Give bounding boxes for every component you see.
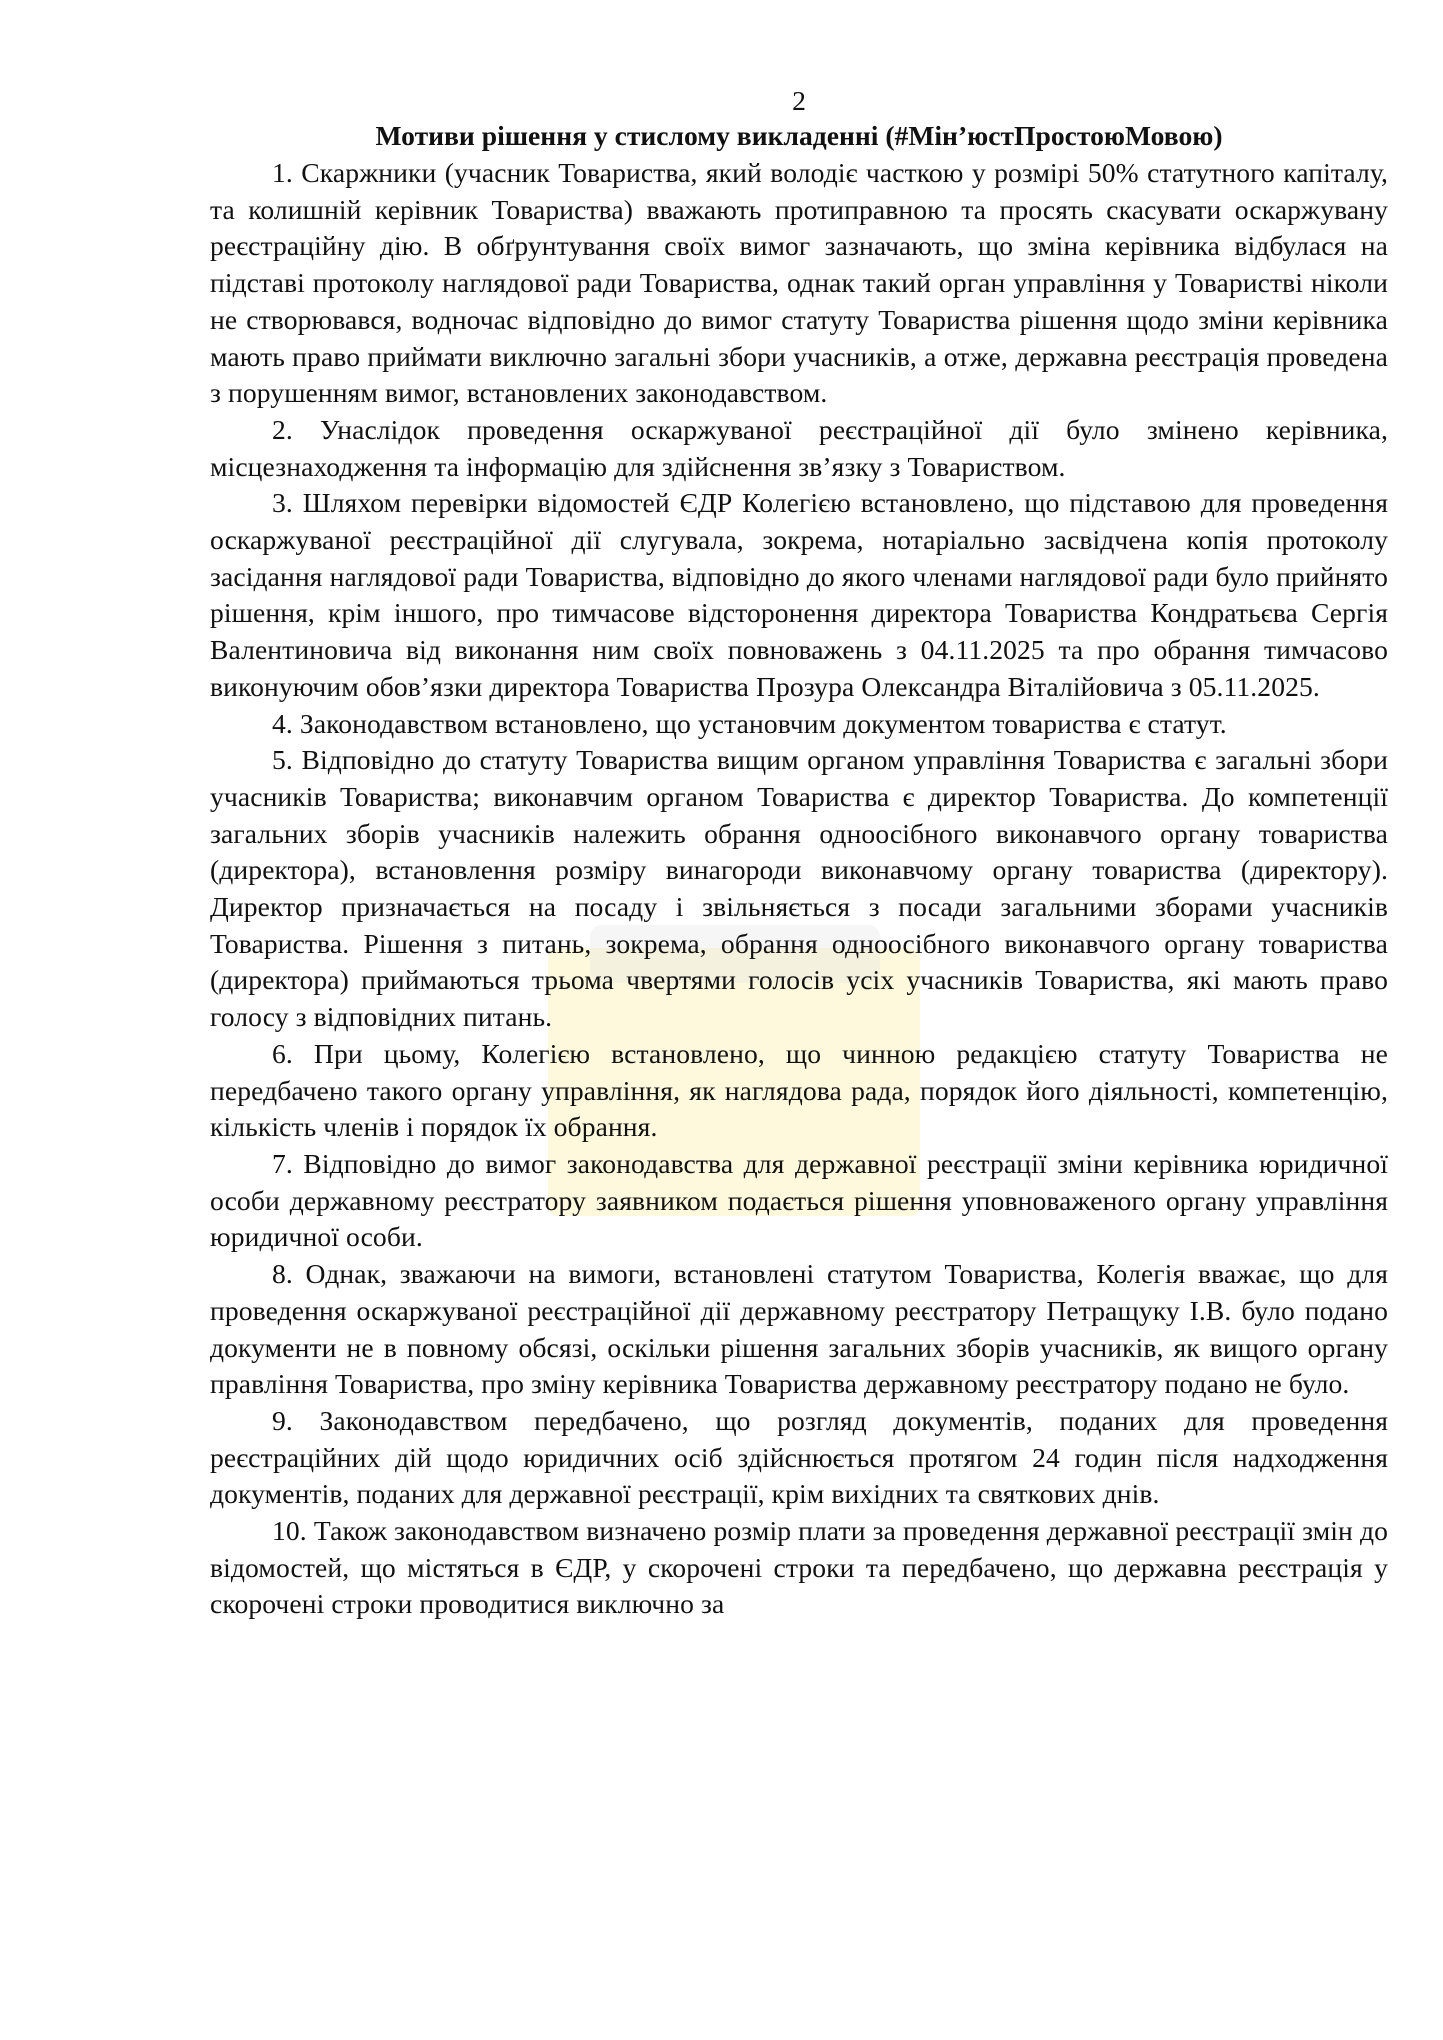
paragraph-4: 4. Законодавством встановлено, що установчим документом товариства є статут.	[272, 707, 1227, 739]
paragraph-3: 3. Шляхом перевірки відомостей ЄДР Колегією встановлено, що підставою для проведення оскаржуваної реєстраційної дії слугувала, зокрема, нотаріально засвідчена копія протоколу засідання наглядової ради Товариства, відповідно до якого членами наглядової ради було прийнято рішення, крім іншого, про тимчасове відсторонення директора Товариства Кондратьєва Сергія Валентиновича від виконання ним своїх повноважень з 04.11.2025 та про обрання тимчасово виконуючим обов’язки директора Товариства Прозура Олександра Віталійовича з 05.11.2025.	[210, 487, 1388, 702]
document-body	[210, 84, 1388, 1623]
paragraph-8: 8. Однак, зважаючи на вимоги, встановлені статутом Товариства, Колегія вважає, що для проведення оскаржуваної реєстраційної дії державному реєстратору Петращуку І.В. було подано документи не в повному обсязі, оскільки рішення загальних зборів учасників, як вищого органу правління Товариства, про зміну керівника Товариства державному реєстратору подано не було.	[210, 1258, 1388, 1400]
paragraph-6: 6. При цьому, Колегією встановлено, що чинною редакцією статуту Товариства не передбачено такого органу управління, як наглядова рада, порядок його діяльності, компетенцію, кількість членів і порядок їх обрання.	[210, 1037, 1388, 1143]
paragraph-10: 10. Також законодавством визначено розмір плати за проведення державної реєстрації змін до відомостей, що містяться в ЄДР, у скорочені строки та передбачено, що державна реєстрація у скорочені строки проводитися виключно за	[210, 1515, 1388, 1620]
paragraph-5: 5. Відповідно до статуту Товариства вищим органом управління Товариства є загальні збори учасників Товариства; виконавчим органом Товариства є директор Товариства. До компетенції загальних зборів учасників належить обрання одноосібного виконавчого органу товариства (директора), встановлення розміру винагороди виконавчому органу товариства (директору). Директор призначається на посаду і звільняється з посади загальними зборами учасників Товариства. Рішення з питань, зокрема, обрання одноосібного виконавчого органу товариства (директора) приймаються трьома чвертями голосів усіх учасників Товариства, які мають право голосу з відповідних питань.	[210, 744, 1388, 1033]
page-number: 2	[792, 85, 806, 116]
paragraph-7: 7. Відповідно до вимог законодавства для державної реєстрації зміни керівника юридичної особи державному реєстратору заявником подається рішення уповноваженого органу управління юридичної особи.	[210, 1147, 1388, 1253]
paragraph-2: 2. Унаслідок проведення оскаржуваної реєстраційної дії було змінено керівника, місцезнаходження та інформацію для здійснення зв’язку з Товариством.	[210, 413, 1388, 482]
paragraph-1: 1. Скаржники (учасник Товариства, який володіє часткою у розмірі 50% статутного капіталу, та колишній керівник Товариства) вважають протиправною та просять скасувати оскаржувану реєстраційну дію. В обґрунтування своїх вимог зазначають, що зміна керівника відбулася на підставі протоколу наглядової ради Товариства, однак такий орган управління у Товаристві ніколи не створювався, водночас відповідно до вимог статуту Товариства рішення щодо зміни керівника мають право приймати виключно загальні збори учасників, а отже, державна реєстрація проведена з порушенням вимог, встановлених законодавством.	[210, 157, 1388, 409]
section-title: Мотиви рішення у стислому викладенні (#Мін’юстПростоюМовою)	[375, 120, 1223, 151]
paragraph-9: 9. Законодавством передбачено, що розгляд документів, поданих для проведення реєстраційних дій щодо юридичних осіб здійснюється протягом 24 годин після надходження документів, поданих для державної реєстрації, крім вихідних та святкових днів.	[210, 1404, 1388, 1510]
